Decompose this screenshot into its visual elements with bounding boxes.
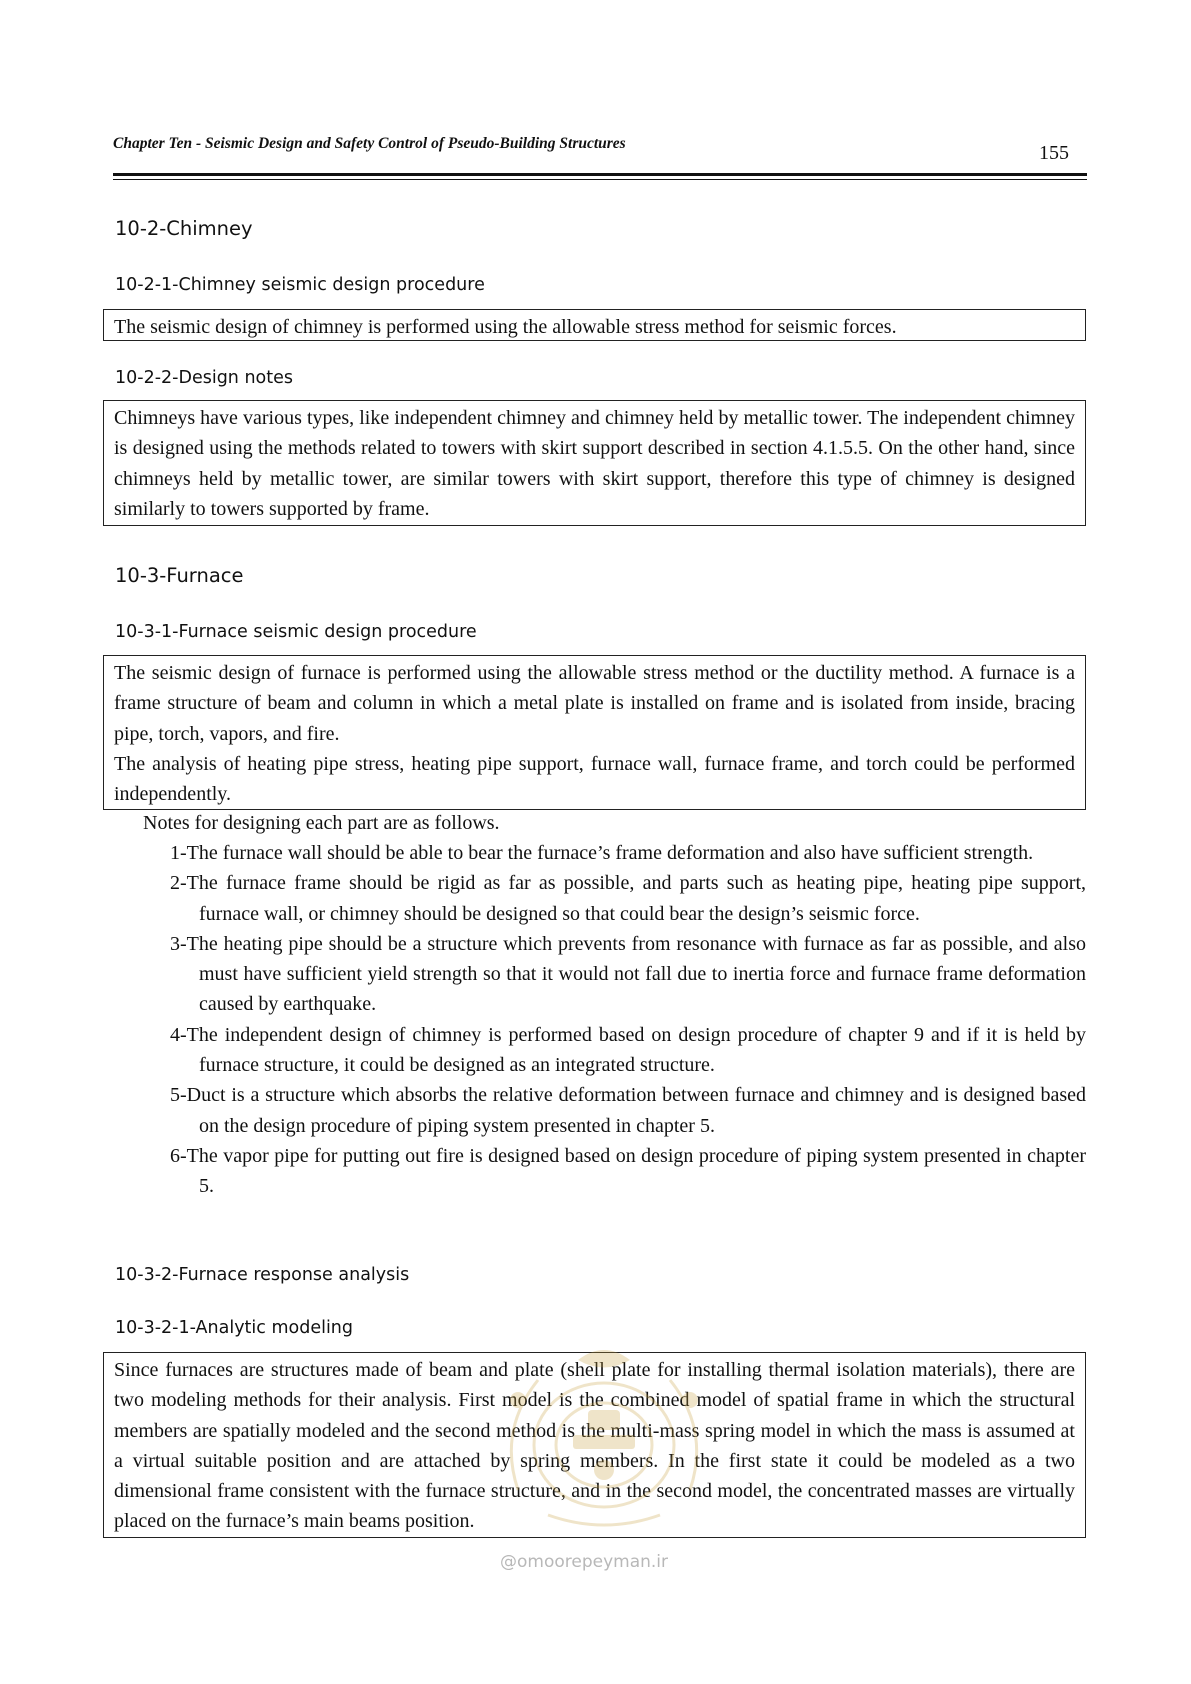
section-heading-chimney: 10-2-Chimney bbox=[115, 217, 253, 240]
text-box-furnace-procedure bbox=[103, 655, 1086, 810]
subsection-heading-furnace-procedure: 10-3-1-Furnace seismic design procedure bbox=[115, 622, 477, 642]
subsection-heading-response-analysis: 10-3-2-Furnace response analysis bbox=[115, 1265, 410, 1285]
subsection-heading-analytic-modeling: 10-3-2-1-Analytic modeling bbox=[115, 1318, 354, 1338]
text-box-chimney-procedure bbox=[103, 309, 1086, 341]
list-item: 4-The independent design of chimney is performed based on design procedure of chapter 9 and if it is held by furnace structure, it could be designed as an integrated structure. bbox=[170, 1023, 1086, 1077]
list-item: 3-The heating pipe should be a structure which prevents from resonance with furnace as far as possible, and also must have sufficient yield strength so that it would not fall due to inertia force and furnace frame deformation caused by earthquake. bbox=[170, 932, 1086, 1016]
section-heading-furnace: 10-3-Furnace bbox=[115, 564, 244, 587]
list-item: 6-The vapor pipe for putting out fire is designed based on design procedure of piping system presented in chapter 5. bbox=[170, 1144, 1086, 1198]
list-item: 2-The furnace frame should be rigid as far as possible, and parts such as heating pipe, heating pipe support, furnace wall, or chimney should be designed so that could bear the design’s seismic force. bbox=[170, 872, 1086, 925]
watermark-text: @omoorepeyman.ir bbox=[500, 1552, 669, 1572]
paragraph: Chimneys have various types, like independent chimney and chimney held by metallic tower. The independent chimney is designed using the methods related to towers with skirt support described in section 4.1.5.5. On the other hand, since chimneys held by metallic tower, are similar towers with skirt support, therefore this type of chimney is designed similarly to towers supported by frame. bbox=[114, 407, 1075, 520]
paragraph: The seismic design of furnace is performed using the allowable stress method or the ductility method. A furnace is a frame structure of beam and column in which a metal plate is installed on frame and is isolated from inside, bracing pipe, torch, vapors, and fire. bbox=[114, 662, 1075, 745]
page-number: 155 bbox=[1039, 142, 1069, 164]
text-box-chimney-notes bbox=[103, 400, 1086, 526]
running-header: Chapter Ten - Seismic Design and Safety Control of Pseudo-Building Structures bbox=[113, 135, 626, 152]
paragraph: Since furnaces are structures made of beam and plate (shell plate for installing thermal isolation materials), there are two modeling methods for their analysis. First model is the combined model of spatial frame in which the structural members are spatially modeled and the second method is the multi-mass spring model in which the mass is assumed at a virtual suitable position and are attached by spring members. In the first state it could be modeled as a two dimensional frame consistent with the furnace structure, and in the second model, the concentrated masses are virtually placed on the furnace’s main beams position. bbox=[114, 1359, 1075, 1533]
paragraph: The analysis of heating pipe stress, heating pipe support, furnace wall, furnace frame, and torch could be performed independently. bbox=[114, 752, 1075, 806]
notes-intro: Notes for designing each part are as follows. bbox=[143, 812, 500, 834]
furnace-notes-list bbox=[170, 838, 1086, 1202]
paragraph: The seismic design of chimney is performed using the allowable stress method for seismic forces. bbox=[114, 316, 897, 338]
list-item: 5-Duct is a structure which absorbs the relative deformation between furnace and chimney and is designed based on the design procedure of piping system presented in chapter 5. bbox=[170, 1084, 1086, 1137]
header-rule-thin bbox=[113, 179, 1087, 180]
subsection-heading-design-notes: 10-2-2-Design notes bbox=[115, 368, 294, 388]
text-box-analytic-modeling bbox=[103, 1352, 1086, 1538]
subsection-heading-chimney-procedure: 10-2-1-Chimney seismic design procedure bbox=[115, 275, 485, 295]
header-rule-thick bbox=[113, 173, 1087, 176]
list-item: 1-The furnace wall should be able to bear the furnace’s frame deformation and also have sufficient strength. bbox=[170, 842, 1034, 864]
